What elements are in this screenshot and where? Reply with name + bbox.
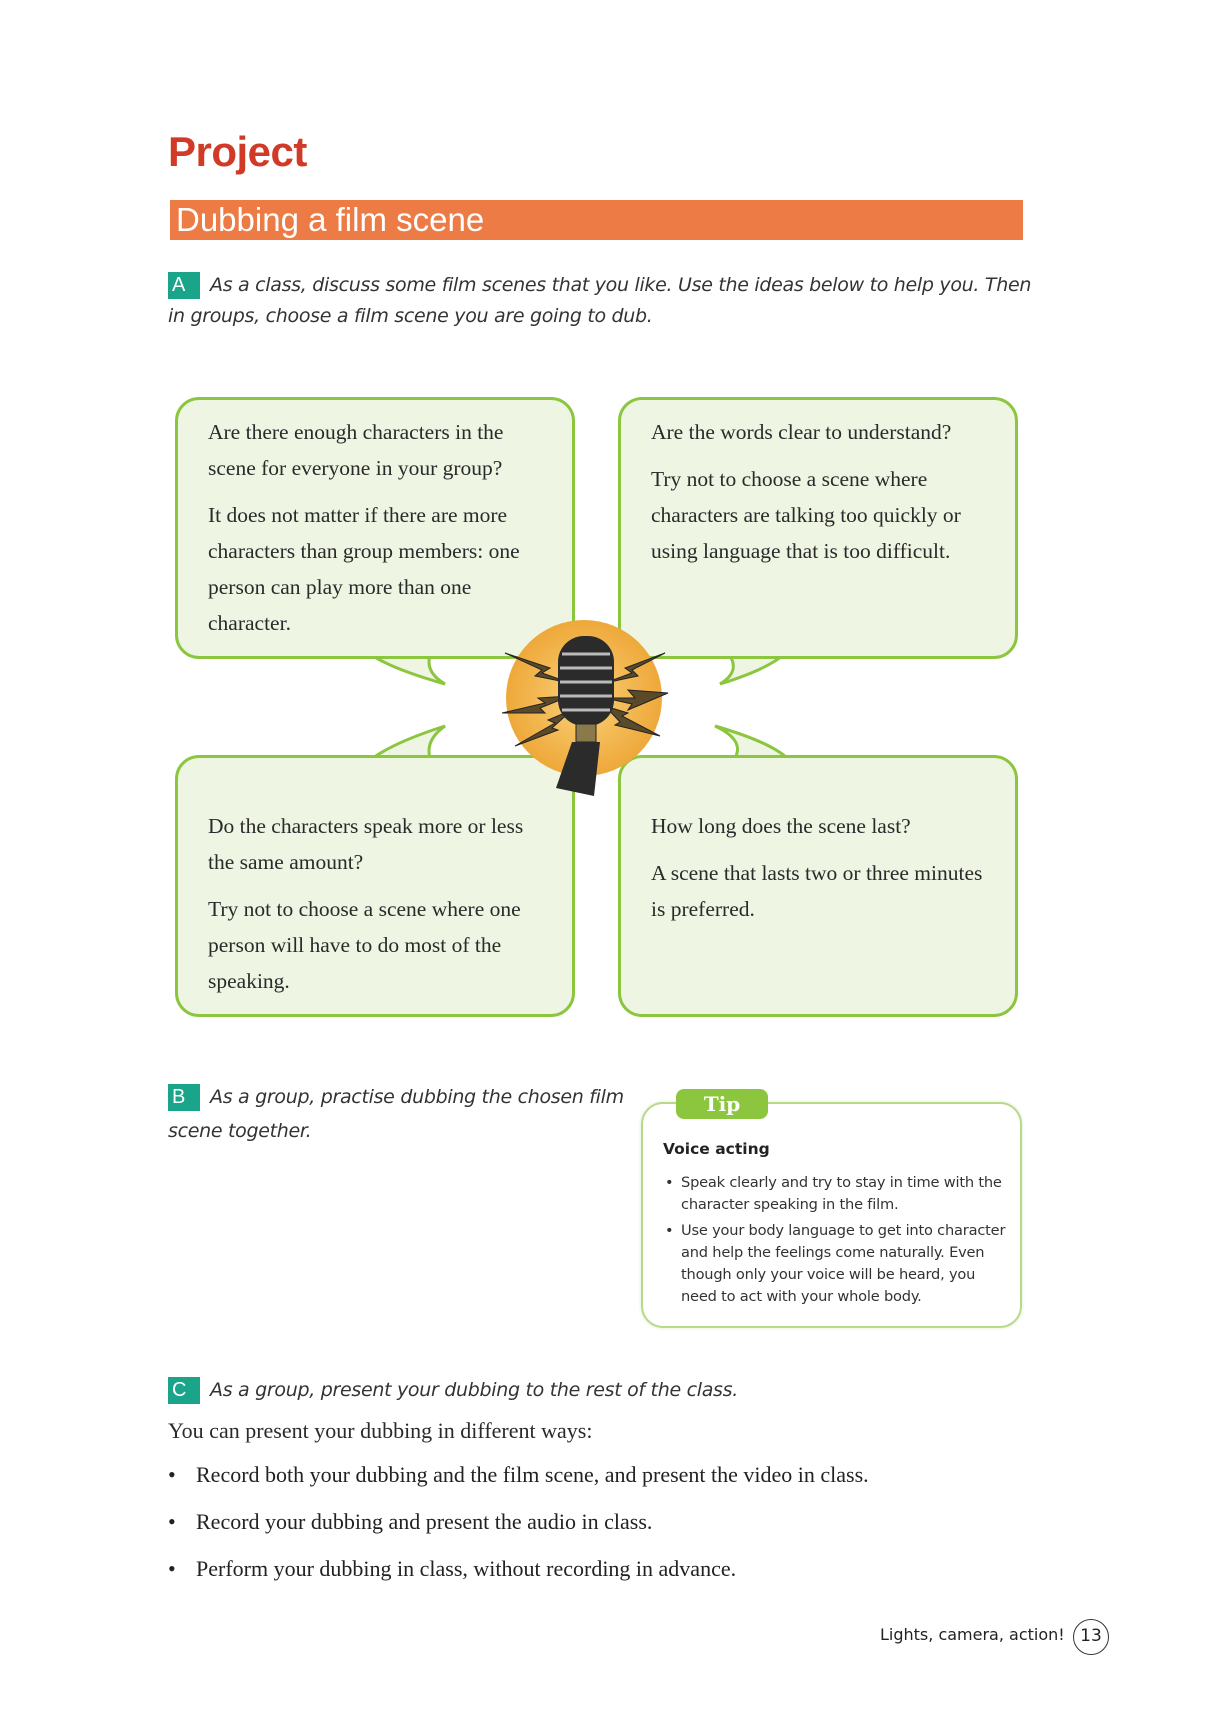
section-c-label: C — [168, 1377, 200, 1404]
bubble-question: Are there enough characters in the scene for everyone in your group? — [208, 420, 504, 480]
tip-item: • Speak clearly and try to stay in time with the character speaking in the film. — [663, 1172, 1008, 1216]
section-a-label: A — [168, 272, 200, 299]
section-a-instruction — [168, 270, 1038, 332]
bubble-question: How long does the scene last? — [651, 814, 911, 838]
idea-bubble-words — [618, 397, 1018, 659]
section-c-intro: You can present your dubbing in different ways: — [168, 1418, 593, 1443]
page-number: 13 — [1073, 1619, 1109, 1655]
tip-list — [663, 1172, 1008, 1312]
tip-heading: Voice acting — [663, 1140, 770, 1158]
list-item: • Record both your dubbing and the film scene, and present the video in class. — [168, 1460, 869, 1507]
section-b-text: As a group, practise dubbing the chosen film scene together. — [168, 1086, 624, 1142]
section-a-text: As a class, discuss some film scenes that you like. Use the ideas below to help you. Then in groups, choose a film scene you are going to dub. — [168, 274, 1032, 327]
bubble-answer: Try not to choose a scene where one person will have to do most of the speaking. — [208, 897, 521, 993]
bubble-answer: A scene that lasts two or three minutes is preferred. — [651, 861, 983, 921]
section-c-instruction — [168, 1375, 1038, 1406]
bubble-answer: Try not to choose a scene where characters are talking too quickly or using language that is too difficult. — [651, 467, 961, 563]
footer-unit-title: Lights, camera, action! — [880, 1625, 1065, 1644]
section-c-text: As a group, present your dubbing to the rest of the class. — [210, 1379, 738, 1401]
tip-box — [641, 1102, 1022, 1328]
section-b-label: B — [168, 1084, 200, 1111]
tip-tab: Tip — [676, 1089, 768, 1119]
section-banner — [170, 200, 1023, 240]
idea-bubble-length — [618, 755, 1018, 1017]
presentation-options-list — [168, 1460, 869, 1601]
bubble-question: Do the characters speak more or less the same amount? — [208, 814, 524, 874]
page-title: Project — [168, 128, 307, 175]
section-b-instruction — [168, 1080, 638, 1148]
microphone-icon — [500, 618, 670, 798]
bubble-question: Are the words clear to understand? — [651, 420, 952, 444]
list-item: • Record your dubbing and present the audio in class. — [168, 1507, 869, 1554]
list-item: • Perform your dubbing in class, without recording in advance. — [168, 1554, 869, 1601]
banner-title: Dubbing a film scene — [176, 201, 485, 238]
tip-item: • Use your body language to get into character and help the feelings come naturally. Even though only your voice will be heard, you need to act with your whole body. — [663, 1220, 1008, 1308]
bubble-answer: It does not matter if there are more characters than group members: one person can play more than one character. — [208, 503, 520, 635]
